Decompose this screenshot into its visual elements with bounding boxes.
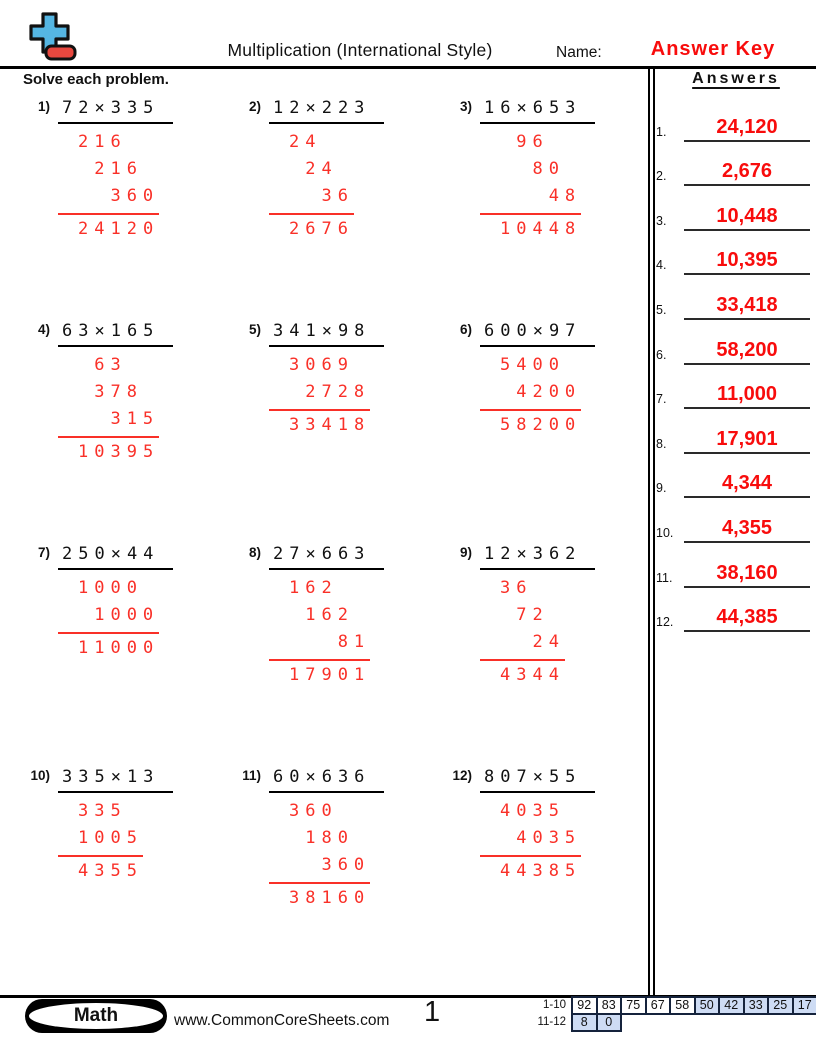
- partial-product-row: 48: [548, 186, 582, 206]
- answer-value: 4,344: [684, 472, 810, 498]
- answers-title: Answers: [692, 70, 780, 87]
- problem-number: 12): [452, 768, 472, 783]
- problem-expression: 807×55: [480, 767, 595, 793]
- problem-number: 5): [248, 322, 261, 337]
- problem-block: [22, 98, 233, 321]
- partial-product-row: 1000: [78, 578, 160, 598]
- problem-work: [500, 352, 581, 439]
- problem-number: 1): [37, 99, 50, 114]
- sum-line: [480, 659, 565, 661]
- score-cell: 17: [792, 996, 816, 1015]
- problem-work: [289, 129, 354, 243]
- sum-line: [58, 855, 143, 857]
- score-row: [528, 1013, 816, 1032]
- answer-number-label: 10.: [656, 525, 674, 540]
- header-divider-line: [0, 66, 816, 69]
- problem-work: [78, 129, 159, 243]
- problem-number: 2): [248, 99, 261, 114]
- problem-block: [444, 767, 655, 990]
- score-row-label: 11-12: [537, 1016, 566, 1028]
- problem-number: 4): [37, 322, 50, 337]
- problem-work: [78, 798, 143, 885]
- partial-product-row: 5400: [500, 355, 582, 375]
- partial-product-row: 4035: [516, 828, 582, 848]
- answer-value: 4,355: [684, 517, 810, 543]
- partial-product-row: 24: [532, 632, 565, 652]
- answer-key-text: Answer Key: [650, 38, 776, 60]
- problem-block: [233, 767, 444, 990]
- partial-product-row: 378: [94, 382, 160, 402]
- subject-badge: [25, 999, 167, 1033]
- problem-work: [289, 352, 370, 439]
- answer-item: [656, 275, 816, 320]
- answer-number-label: 3.: [656, 213, 667, 228]
- problem-work: [289, 798, 370, 912]
- product-total: 4355: [78, 861, 143, 881]
- sum-line: [58, 632, 159, 634]
- problem-number: 8): [248, 545, 261, 560]
- score-row-label: 1-10: [542, 999, 566, 1011]
- problem-expression: 72×335: [58, 98, 173, 124]
- answer-number-label: 12.: [656, 615, 674, 630]
- partial-product-row: 80: [532, 159, 582, 179]
- answer-value: 17,901: [684, 428, 810, 454]
- partial-product-row: 4200: [516, 382, 582, 402]
- problem-expression: 250×44: [58, 544, 173, 570]
- answer-value: 38,160: [684, 562, 810, 588]
- problem-work: [78, 575, 159, 662]
- partial-product-row: 81: [337, 632, 371, 652]
- partial-product-row: 2728: [305, 382, 371, 402]
- answers-list: [656, 97, 816, 632]
- answer-value: 58,200: [684, 339, 810, 365]
- problem-expression: 12×223: [269, 98, 384, 124]
- product-total: 44385: [500, 861, 582, 881]
- product-total: 4344: [500, 665, 565, 685]
- partial-product-row: 1005: [78, 828, 143, 848]
- problems-grid: [22, 98, 655, 990]
- problem-expression: 341×98: [269, 321, 384, 347]
- answer-item: [656, 454, 816, 499]
- partial-product-row: 36: [500, 578, 565, 598]
- score-cell: 33: [743, 996, 770, 1015]
- answer-number-label: 8.: [656, 436, 667, 451]
- score-cell: 83: [596, 996, 623, 1015]
- answer-number-label: 1.: [656, 124, 667, 139]
- answer-value: 10,448: [684, 205, 810, 231]
- answer-value: 24,120: [684, 116, 810, 142]
- product-total: 10395: [78, 442, 160, 462]
- partial-product-row: 360: [321, 855, 371, 875]
- partial-product-row: 360: [110, 186, 160, 206]
- score-cell: 75: [620, 996, 647, 1015]
- product-total: 58200: [500, 415, 582, 435]
- answers-panel: [656, 70, 816, 632]
- score-cell: 67: [645, 996, 672, 1015]
- partial-product-row: 162: [289, 578, 371, 598]
- score-cell: 25: [767, 996, 794, 1015]
- answer-item: [656, 320, 816, 365]
- score-cell: 8: [571, 1013, 598, 1032]
- sum-line: [480, 855, 581, 857]
- problem-number: 7): [37, 545, 50, 560]
- name-label: Name:: [556, 44, 602, 61]
- partial-product-row: 1000: [94, 605, 160, 625]
- answer-number-label: 6.: [656, 347, 667, 362]
- sum-line: [269, 409, 370, 411]
- sum-line: [480, 213, 581, 215]
- product-total: 17901: [289, 665, 371, 685]
- grading-score-table: [528, 996, 816, 1032]
- problem-work: [78, 352, 159, 466]
- problem-block: [444, 98, 655, 321]
- product-total: 11000: [78, 638, 160, 658]
- answer-item: [656, 186, 816, 231]
- answer-number-label: 2.: [656, 169, 667, 184]
- problem-expression: 12×362: [480, 544, 595, 570]
- answers-divider-double-line: [648, 67, 655, 995]
- partial-product-row: 4035: [500, 801, 582, 821]
- problem-expression: 335×13: [58, 767, 173, 793]
- answer-number-label: 7.: [656, 392, 667, 407]
- problem-work: [500, 129, 581, 243]
- partial-product-row: 180: [305, 828, 371, 848]
- problem-number: 6): [459, 322, 472, 337]
- partial-product-row: 315: [110, 409, 160, 429]
- partial-product-row: 335: [78, 801, 143, 821]
- score-cell: 92: [571, 996, 598, 1015]
- partial-product-row: 63: [94, 355, 160, 375]
- problem-expression: 60×636: [269, 767, 384, 793]
- sum-line: [480, 409, 581, 411]
- problem-expression: 600×97: [480, 321, 595, 347]
- sum-line: [269, 213, 354, 215]
- problem-expression: 63×165: [58, 321, 173, 347]
- problem-number: 3): [459, 99, 472, 114]
- answer-item: [656, 588, 816, 633]
- problem-work: [289, 575, 370, 689]
- problem-block: [444, 544, 655, 767]
- partial-product-row: 36: [321, 186, 354, 206]
- commoncoresheets-logo: [20, 9, 78, 72]
- answer-item: [656, 365, 816, 410]
- score-cell: 0: [596, 1013, 623, 1032]
- partial-product-row: 24: [289, 132, 354, 152]
- answer-value: 11,000: [684, 383, 810, 409]
- partial-product-row: 24: [305, 159, 354, 179]
- answer-item: [656, 231, 816, 276]
- page-title: Multiplication (International Style): [227, 40, 493, 60]
- page-number: 1: [424, 996, 441, 1028]
- subject-badge-label: Math: [29, 1003, 163, 1029]
- answer-item: [656, 543, 816, 588]
- problem-expression: 16×653: [480, 98, 595, 124]
- problem-work: [500, 575, 565, 689]
- partial-product-row: 162: [305, 605, 371, 625]
- problem-block: [233, 321, 444, 544]
- problem-number: 9): [459, 545, 472, 560]
- answer-number-label: 4.: [656, 258, 667, 273]
- problem-block: [233, 98, 444, 321]
- problem-work: [500, 798, 581, 885]
- sum-line: [269, 659, 370, 661]
- answer-value: 33,418: [684, 294, 810, 320]
- score-cell: 42: [718, 996, 745, 1015]
- plus-minus-logo-icon: [20, 9, 78, 67]
- partial-product-row: 360: [289, 801, 371, 821]
- instruction-text: Solve each problem.: [23, 71, 169, 88]
- product-total: 24120: [78, 219, 160, 239]
- problem-block: [444, 321, 655, 544]
- product-total: 2676: [289, 219, 354, 239]
- problem-block: [22, 321, 233, 544]
- answer-value: 10,395: [684, 249, 810, 275]
- answer-number-label: 9.: [656, 481, 667, 496]
- sum-line: [58, 436, 159, 438]
- answer-value: 2,676: [684, 160, 810, 186]
- answer-item: [656, 498, 816, 543]
- problem-block: [22, 767, 233, 990]
- score-cell: 50: [694, 996, 721, 1015]
- answer-number-label: 5.: [656, 302, 667, 317]
- product-total: 38160: [289, 888, 371, 908]
- answer-value: 44,385: [684, 606, 810, 632]
- partial-product-row: 72: [516, 605, 565, 625]
- problem-number: 10): [30, 768, 50, 783]
- score-cell: 58: [669, 996, 696, 1015]
- sum-line: [269, 882, 370, 884]
- sum-line: [58, 213, 159, 215]
- problem-block: [233, 544, 444, 767]
- product-total: 10448: [500, 219, 582, 239]
- website-url: www.CommonCoreSheets.com: [174, 1012, 390, 1029]
- partial-product-row: 216: [78, 132, 160, 152]
- partial-product-row: 216: [94, 159, 160, 179]
- problem-number: 11): [242, 768, 261, 783]
- problem-block: [22, 544, 233, 767]
- answer-item: [656, 142, 816, 187]
- product-total: 33418: [289, 415, 371, 435]
- answer-item: [656, 97, 816, 142]
- partial-product-row: 96: [516, 132, 582, 152]
- answer-item: [656, 409, 816, 454]
- problem-expression: 27×663: [269, 544, 384, 570]
- partial-product-row: 3069: [289, 355, 371, 375]
- answer-number-label: 11.: [656, 570, 673, 585]
